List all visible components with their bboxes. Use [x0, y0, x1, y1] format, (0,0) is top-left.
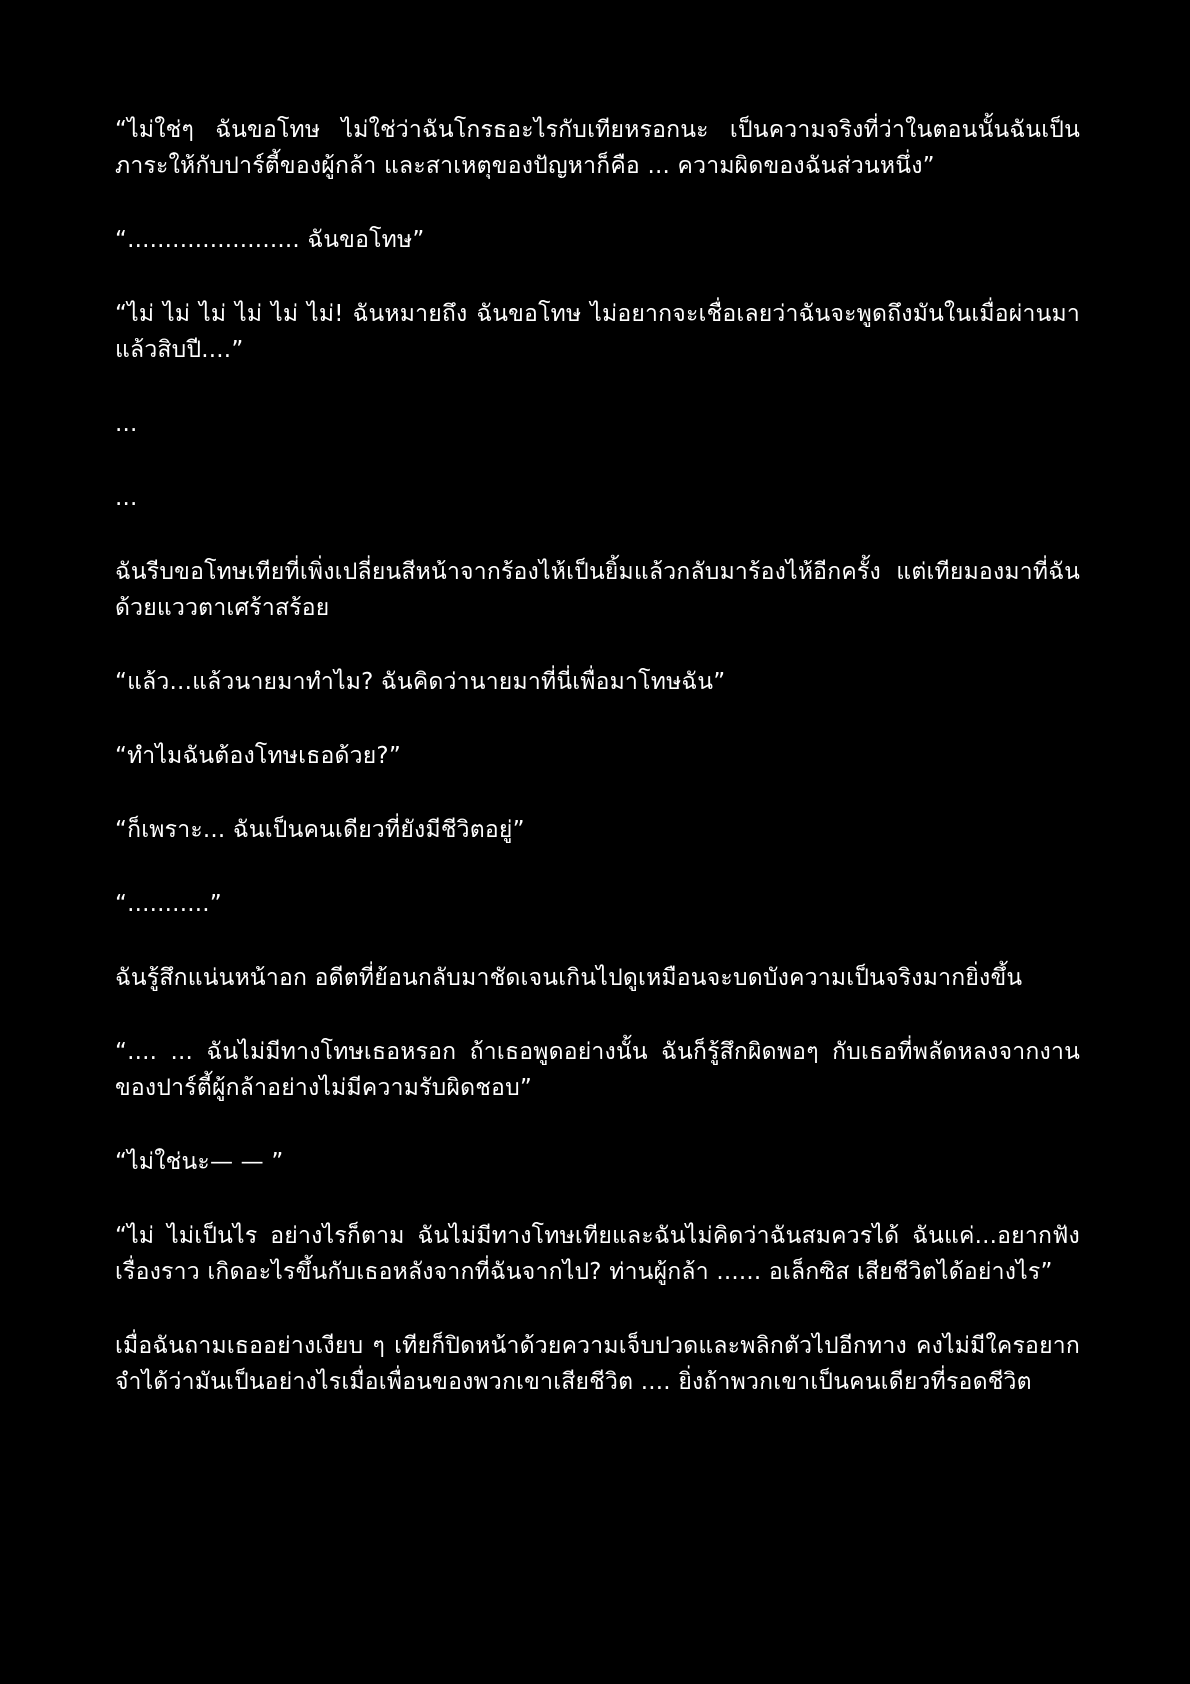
paragraph: “.... ... ฉันไม่มีทางโทษเธอหรอก ถ้าเธอพูดอย่างนั้น ฉันก็รู้สึกผิดพอๆ กับเธอที่พลัดหลงจากงานของปาร์ตี้ผู้กล้าอย่างไม่มีความรับผิดชอบ” [115, 1039, 1080, 1101]
paragraph: “ทำไมฉันต้องโทษเธอด้วย?” [115, 743, 401, 769]
paragraph: “แล้ว...แล้วนายมาทำไม? ฉันคิดว่านายมาที่นี่เพื่อมาโทษฉัน” [115, 669, 726, 695]
paragraph: “....................... ฉันขอโทษ” [115, 227, 425, 253]
paragraph: ... [115, 485, 138, 511]
paragraph: “ไม่ ไม่ ไม่ ไม่ ไม่ ไม่! ฉันหมายถึง ฉันขอโทษ ไม่อยากจะเชื่อเลยว่าฉันจะพูดถึงมันในเมื่อผ่านมาแล้วสิบปี....” [115, 301, 1080, 363]
paragraph: “ไม่ใช่ๆ ฉันขอโทษ ไม่ใช่ว่าฉันโกรธอะไรกับเทียหรอกนะ เป็นความจริงที่ว่าในตอนนั้นฉันเป็นภาระให้กับปาร์ตี้ของผู้กล้า และสาเหตุของปัญหาก็คือ ... ความผิดของฉันส่วนหนึ่ง” [115, 117, 1080, 179]
paragraph: เมื่อฉันถามเธออย่างเงียบ ๆ เทียก็ปิดหน้าด้วยความเจ็บปวดและพลิกตัวไปอีกทาง คงไม่มีใครอยากจำได้ว่ามันเป็นอย่างไรเมื่อเพื่อนของพวกเขาเสียชีวิต .... ยิ่งถ้าพวกเขาเป็นคนเดียวที่รอดชีวิต [115, 1333, 1080, 1395]
paragraph: “ไม่ใช่นะ— — ” [115, 1149, 284, 1175]
document-body [115, 112, 1080, 1438]
paragraph: ฉันรู้สึกแน่นหน้าอก อดีตที่ย้อนกลับมาชัดเจนเกินไปดูเหมือนจะบดบังความเป็นจริงมากยิ่งขึ้น [115, 965, 1023, 991]
paragraph: “...........” [115, 891, 222, 917]
paragraph: ฉันรีบขอโทษเทียที่เพิ่งเปลี่ยนสีหน้าจากร้องไห้เป็นยิ้มแล้วกลับมาร้องไห้อีกครั้ง แต่เทียมองมาที่ฉันด้วยแววตาเศร้าสร้อย [115, 559, 1080, 621]
paragraph: “ไม่ ไม่เป็นไร อย่างไรก็ตาม ฉันไม่มีทางโทษเทียและฉันไม่คิดว่าฉันสมควรได้ ฉันแค่...อยากฟังเรื่องราว เกิดอะไรขึ้นกับเธอหลังจากที่ฉันจากไป? ท่านผู้กล้า ...... อเล็กซิส เสียชีวิตได้อย่างไร” [115, 1223, 1080, 1285]
paragraph: “ก็เพราะ... ฉันเป็นคนเดียวที่ยังมีชีวิตอยู่” [115, 817, 525, 843]
paragraph: ... [115, 411, 138, 437]
